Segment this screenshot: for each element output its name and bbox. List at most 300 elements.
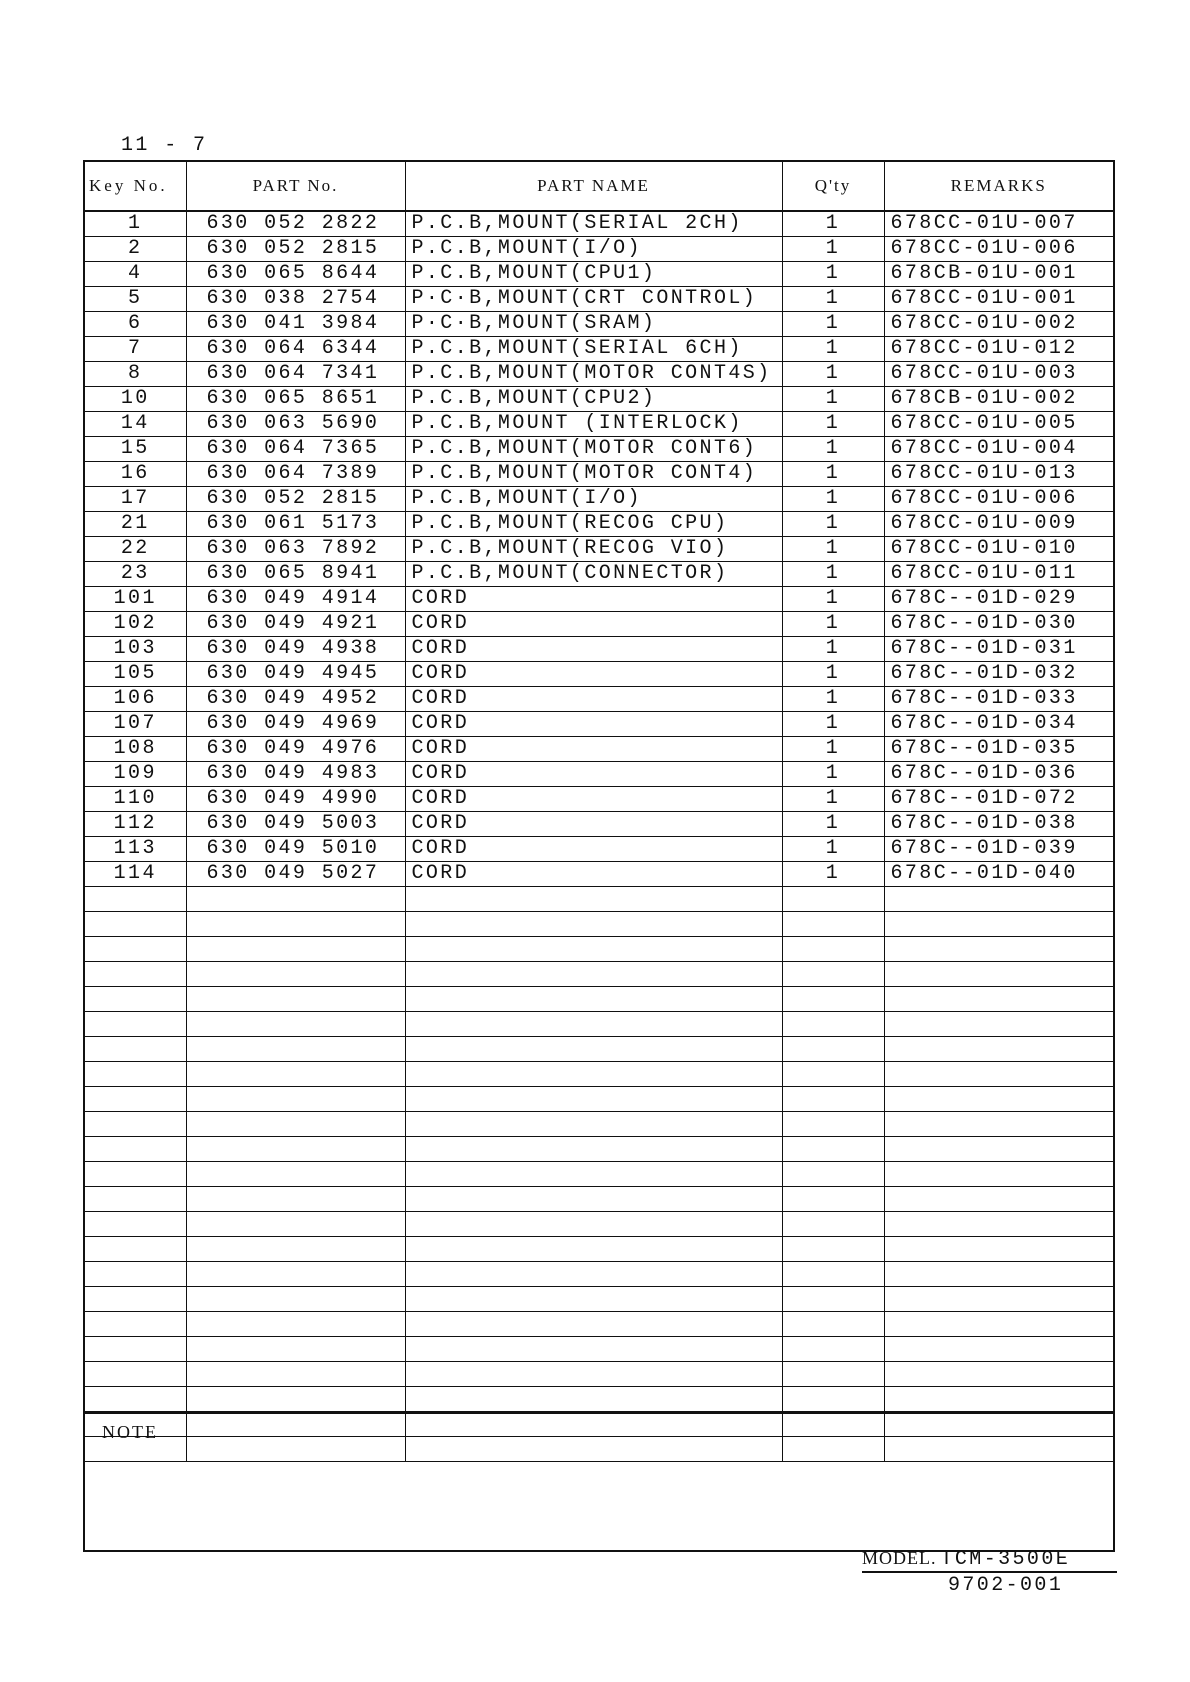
empty-cell xyxy=(85,1337,186,1362)
empty-cell xyxy=(884,1087,1113,1112)
cell-part-no: 630 061 5173 xyxy=(186,512,405,537)
cell-remarks: 678C--01D-039 xyxy=(884,837,1113,862)
empty-cell xyxy=(85,1312,186,1337)
empty-cell xyxy=(884,1137,1113,1162)
cell-remarks: 678CC-01U-013 xyxy=(884,462,1113,487)
empty-cell xyxy=(405,1137,782,1162)
cell-key-no: 8 xyxy=(85,362,186,387)
cell-qty: 1 xyxy=(782,787,884,812)
cell-remarks: 678CC-01U-001 xyxy=(884,287,1113,312)
header-qty: Q'ty xyxy=(782,162,884,211)
empty-cell xyxy=(186,1087,405,1112)
header-key-no: Key No. xyxy=(85,162,186,211)
table-row xyxy=(85,312,1113,337)
note-label: NOTE xyxy=(102,1422,158,1442)
cell-remarks: 678CB-01U-002 xyxy=(884,387,1113,412)
empty-row xyxy=(85,937,1113,962)
cell-part-name: P.C.B,MOUNT(MOTOR CONT6) xyxy=(405,437,782,462)
table-row xyxy=(85,737,1113,762)
empty-cell xyxy=(782,1062,884,1087)
empty-cell xyxy=(186,1062,405,1087)
cell-part-no: 630 038 2754 xyxy=(186,287,405,312)
empty-cell xyxy=(85,887,186,912)
cell-qty: 1 xyxy=(782,462,884,487)
cell-qty: 1 xyxy=(782,237,884,262)
empty-cell xyxy=(884,1037,1113,1062)
empty-row xyxy=(85,987,1113,1012)
empty-row xyxy=(85,1312,1113,1337)
cell-remarks: 678CB-01U-001 xyxy=(884,262,1113,287)
cell-remarks: 678C--01D-029 xyxy=(884,587,1113,612)
table-row xyxy=(85,562,1113,587)
cell-qty: 1 xyxy=(782,211,884,237)
cell-remarks: 678C--01D-034 xyxy=(884,712,1113,737)
cell-remarks: 678CC-01U-010 xyxy=(884,537,1113,562)
table-row xyxy=(85,687,1113,712)
empty-cell xyxy=(405,1062,782,1087)
empty-cell xyxy=(884,1162,1113,1187)
table-row xyxy=(85,237,1113,262)
cell-key-no: 10 xyxy=(85,387,186,412)
cell-part-name: CORD xyxy=(405,762,782,787)
cell-key-no: 7 xyxy=(85,337,186,362)
cell-qty: 1 xyxy=(782,412,884,437)
cell-part-no: 630 064 7389 xyxy=(186,462,405,487)
empty-cell xyxy=(782,912,884,937)
empty-row xyxy=(85,1387,1113,1412)
cell-part-no: 630 049 5027 xyxy=(186,862,405,887)
cell-qty: 1 xyxy=(782,537,884,562)
empty-cell xyxy=(85,1012,186,1037)
cell-part-no: 630 049 4921 xyxy=(186,612,405,637)
empty-cell xyxy=(405,1312,782,1337)
cell-part-no: 630 065 8651 xyxy=(186,387,405,412)
table-row xyxy=(85,712,1113,737)
empty-cell xyxy=(186,1312,405,1337)
parts-table xyxy=(85,162,1113,1462)
empty-cell xyxy=(782,1337,884,1362)
cell-part-no: 630 065 8941 xyxy=(186,562,405,587)
cell-qty: 1 xyxy=(782,387,884,412)
empty-cell xyxy=(85,987,186,1012)
cell-part-no: 630 065 8644 xyxy=(186,262,405,287)
header-part-no: PART No. xyxy=(186,162,405,211)
revision-number: 9702-001 xyxy=(948,1574,1064,1597)
cell-part-no: 630 049 4976 xyxy=(186,737,405,762)
empty-cell xyxy=(782,1187,884,1212)
cell-remarks: 678CC-01U-002 xyxy=(884,312,1113,337)
cell-remarks: 678C--01D-032 xyxy=(884,662,1113,687)
empty-cell xyxy=(186,987,405,1012)
empty-row xyxy=(85,1337,1113,1362)
cell-key-no: 107 xyxy=(85,712,186,737)
cell-part-name: P.C.B,MOUNT(CPU1) xyxy=(405,262,782,287)
empty-cell xyxy=(186,1162,405,1187)
empty-cell xyxy=(782,1287,884,1312)
cell-remarks: 678CC-01U-009 xyxy=(884,512,1113,537)
cell-part-name: CORD xyxy=(405,862,782,887)
empty-cell xyxy=(186,1037,405,1062)
cell-qty: 1 xyxy=(782,512,884,537)
empty-cell xyxy=(884,962,1113,987)
empty-row xyxy=(85,1112,1113,1137)
cell-qty: 1 xyxy=(782,662,884,687)
cell-part-no: 630 064 7365 xyxy=(186,437,405,462)
empty-cell xyxy=(405,1012,782,1037)
empty-row xyxy=(85,887,1113,912)
table-row xyxy=(85,362,1113,387)
cell-qty: 1 xyxy=(782,312,884,337)
empty-cell xyxy=(782,1037,884,1062)
cell-part-no: 630 063 5690 xyxy=(186,412,405,437)
empty-cell xyxy=(884,1112,1113,1137)
cell-key-no: 4 xyxy=(85,262,186,287)
cell-part-name: P.C.B,MOUNT(CPU2) xyxy=(405,387,782,412)
cell-qty: 1 xyxy=(782,837,884,862)
empty-cell xyxy=(85,912,186,937)
table-row xyxy=(85,787,1113,812)
empty-cell xyxy=(186,1262,405,1287)
empty-row xyxy=(85,962,1113,987)
cell-key-no: 106 xyxy=(85,687,186,712)
empty-cell xyxy=(884,1062,1113,1087)
cell-key-no: 6 xyxy=(85,312,186,337)
cell-part-name: P·C·B,MOUNT(SRAM) xyxy=(405,312,782,337)
table-row xyxy=(85,337,1113,362)
empty-cell xyxy=(405,887,782,912)
empty-cell xyxy=(782,1237,884,1262)
empty-cell xyxy=(405,1162,782,1187)
empty-cell xyxy=(85,1237,186,1262)
cell-part-name: P.C.B,MOUNT(MOTOR CONT4) xyxy=(405,462,782,487)
cell-part-no: 630 052 2822 xyxy=(186,211,405,237)
cell-part-name: P.C.B,MOUNT(MOTOR CONT4S) xyxy=(405,362,782,387)
empty-cell xyxy=(405,1262,782,1287)
cell-remarks: 678C--01D-031 xyxy=(884,637,1113,662)
cell-qty: 1 xyxy=(782,337,884,362)
cell-remarks: 678CC-01U-011 xyxy=(884,562,1113,587)
empty-cell xyxy=(186,1387,405,1412)
empty-cell xyxy=(186,1012,405,1037)
cell-part-no: 630 049 4952 xyxy=(186,687,405,712)
empty-row xyxy=(85,1062,1113,1087)
table-row xyxy=(85,462,1113,487)
model-label: MODEL. xyxy=(862,1548,937,1568)
cell-qty: 1 xyxy=(782,712,884,737)
empty-row xyxy=(85,1262,1113,1287)
header-part-name: PART NAME xyxy=(405,162,782,211)
cell-part-name: CORD xyxy=(405,812,782,837)
empty-row xyxy=(85,1237,1113,1262)
page-number: 11 - 7 xyxy=(121,134,208,157)
empty-cell xyxy=(85,1187,186,1212)
cell-remarks: 678C--01D-040 xyxy=(884,862,1113,887)
cell-part-name: P·C·B,MOUNT(CRT CONTROL) xyxy=(405,287,782,312)
empty-cell xyxy=(405,1237,782,1262)
cell-qty: 1 xyxy=(782,637,884,662)
empty-cell xyxy=(85,1037,186,1062)
table-row xyxy=(85,662,1113,687)
empty-cell xyxy=(782,1112,884,1137)
empty-cell xyxy=(405,1362,782,1387)
empty-cell xyxy=(884,1362,1113,1387)
cell-remarks: 678CC-01U-004 xyxy=(884,437,1113,462)
empty-cell xyxy=(782,1387,884,1412)
empty-cell xyxy=(782,1312,884,1337)
table-row xyxy=(85,862,1113,887)
empty-cell xyxy=(186,1212,405,1237)
empty-cell xyxy=(186,1137,405,1162)
empty-cell xyxy=(405,1037,782,1062)
cell-part-name: CORD xyxy=(405,837,782,862)
empty-cell xyxy=(405,1112,782,1137)
empty-row xyxy=(85,1212,1113,1237)
empty-row xyxy=(85,912,1113,937)
cell-remarks: 678C--01D-030 xyxy=(884,612,1113,637)
cell-remarks: 678CC-01U-005 xyxy=(884,412,1113,437)
cell-key-no: 114 xyxy=(85,862,186,887)
empty-cell xyxy=(186,1362,405,1387)
empty-cell xyxy=(85,962,186,987)
table-row xyxy=(85,587,1113,612)
table-row xyxy=(85,512,1113,537)
empty-cell xyxy=(186,1112,405,1137)
cell-part-name: CORD xyxy=(405,662,782,687)
empty-cell xyxy=(85,937,186,962)
cell-key-no: 23 xyxy=(85,562,186,587)
cell-qty: 1 xyxy=(782,562,884,587)
cell-key-no: 1 xyxy=(85,211,186,237)
header-remarks: REMARKS xyxy=(884,162,1113,211)
cell-key-no: 21 xyxy=(85,512,186,537)
cell-remarks: 678CC-01U-006 xyxy=(884,487,1113,512)
empty-cell xyxy=(405,1387,782,1412)
cell-qty: 1 xyxy=(782,687,884,712)
empty-cell xyxy=(85,1212,186,1237)
table-row xyxy=(85,387,1113,412)
empty-cell xyxy=(405,1212,782,1237)
empty-cell xyxy=(782,1212,884,1237)
empty-cell xyxy=(884,1212,1113,1237)
cell-part-no: 630 041 3984 xyxy=(186,312,405,337)
empty-cell xyxy=(782,887,884,912)
model-block xyxy=(862,1548,1117,1573)
empty-cell xyxy=(405,962,782,987)
empty-cell xyxy=(884,1187,1113,1212)
empty-cell xyxy=(186,937,405,962)
cell-part-name: P.C.B,MOUNT(SERIAL 6CH) xyxy=(405,337,782,362)
cell-part-name: CORD xyxy=(405,787,782,812)
empty-cell xyxy=(186,1187,405,1212)
cell-qty: 1 xyxy=(782,287,884,312)
cell-part-name: CORD xyxy=(405,587,782,612)
cell-qty: 1 xyxy=(782,812,884,837)
note-section xyxy=(85,1412,1113,1552)
empty-cell xyxy=(884,1012,1113,1037)
empty-cell xyxy=(782,937,884,962)
cell-part-name: P.C.B,MOUNT(SERIAL 2CH) xyxy=(405,211,782,237)
table-row xyxy=(85,537,1113,562)
cell-key-no: 101 xyxy=(85,587,186,612)
cell-part-no: 630 049 4990 xyxy=(186,787,405,812)
table-row xyxy=(85,437,1113,462)
cell-part-no: 630 064 6344 xyxy=(186,337,405,362)
cell-key-no: 14 xyxy=(85,412,186,437)
empty-cell xyxy=(884,1312,1113,1337)
empty-row xyxy=(85,1037,1113,1062)
cell-key-no: 112 xyxy=(85,812,186,837)
empty-cell xyxy=(186,1287,405,1312)
cell-qty: 1 xyxy=(782,587,884,612)
cell-key-no: 15 xyxy=(85,437,186,462)
table-row xyxy=(85,612,1113,637)
empty-cell xyxy=(405,1087,782,1112)
empty-cell xyxy=(85,1087,186,1112)
cell-qty: 1 xyxy=(782,762,884,787)
empty-cell xyxy=(782,1362,884,1387)
table-row xyxy=(85,412,1113,437)
empty-cell xyxy=(186,912,405,937)
cell-part-name: CORD xyxy=(405,712,782,737)
cell-key-no: 105 xyxy=(85,662,186,687)
empty-cell xyxy=(884,912,1113,937)
empty-cell xyxy=(85,1362,186,1387)
empty-cell xyxy=(884,1287,1113,1312)
table-row xyxy=(85,837,1113,862)
table-header xyxy=(85,162,1113,211)
empty-cell xyxy=(884,937,1113,962)
empty-cell xyxy=(405,912,782,937)
cell-remarks: 678CC-01U-007 xyxy=(884,211,1113,237)
empty-cell xyxy=(85,1062,186,1087)
empty-cell xyxy=(782,1012,884,1037)
cell-qty: 1 xyxy=(782,362,884,387)
parts-list-sheet xyxy=(83,160,1115,1552)
cell-key-no: 108 xyxy=(85,737,186,762)
empty-cell xyxy=(884,987,1113,1012)
cell-part-name: P.C.B,MOUNT(RECOG VIO) xyxy=(405,537,782,562)
cell-qty: 1 xyxy=(782,262,884,287)
empty-cell xyxy=(85,1287,186,1312)
cell-part-name: P.C.B,MOUNT(I/O) xyxy=(405,487,782,512)
empty-cell xyxy=(85,1137,186,1162)
empty-cell xyxy=(884,1337,1113,1362)
empty-cell xyxy=(405,1187,782,1212)
empty-cell xyxy=(186,1337,405,1362)
cell-key-no: 22 xyxy=(85,537,186,562)
empty-cell xyxy=(405,1337,782,1362)
cell-part-name: CORD xyxy=(405,637,782,662)
empty-cell xyxy=(884,1262,1113,1287)
table-row xyxy=(85,637,1113,662)
cell-part-name: P.C.B,MOUNT(I/O) xyxy=(405,237,782,262)
cell-part-name: P.C.B,MOUNT (INTERLOCK) xyxy=(405,412,782,437)
cell-part-no: 630 049 5010 xyxy=(186,837,405,862)
cell-remarks: 678C--01D-033 xyxy=(884,687,1113,712)
empty-cell xyxy=(782,1162,884,1187)
cell-part-no: 630 049 4983 xyxy=(186,762,405,787)
empty-cell xyxy=(884,1387,1113,1412)
empty-cell xyxy=(782,1137,884,1162)
cell-part-name: P.C.B,MOUNT(RECOG CPU) xyxy=(405,512,782,537)
empty-cell xyxy=(85,1162,186,1187)
empty-row xyxy=(85,1287,1113,1312)
empty-cell xyxy=(186,1237,405,1262)
empty-row xyxy=(85,1162,1113,1187)
cell-part-no: 630 063 7892 xyxy=(186,537,405,562)
cell-remarks: 678CC-01U-003 xyxy=(884,362,1113,387)
empty-row xyxy=(85,1087,1113,1112)
table-row xyxy=(85,812,1113,837)
cell-qty: 1 xyxy=(782,487,884,512)
cell-part-name: P.C.B,MOUNT(CONNECTOR) xyxy=(405,562,782,587)
table-row xyxy=(85,287,1113,312)
cell-key-no: 110 xyxy=(85,787,186,812)
cell-qty: 1 xyxy=(782,862,884,887)
cell-part-no: 630 049 4914 xyxy=(186,587,405,612)
model-value: TCM-3500E xyxy=(940,1548,1071,1571)
empty-cell xyxy=(884,1237,1113,1262)
empty-cell xyxy=(85,1112,186,1137)
cell-part-name: CORD xyxy=(405,687,782,712)
cell-key-no: 2 xyxy=(85,237,186,262)
table-row xyxy=(85,762,1113,787)
empty-cell xyxy=(85,1262,186,1287)
empty-cell xyxy=(405,1287,782,1312)
empty-cell xyxy=(782,962,884,987)
cell-key-no: 109 xyxy=(85,762,186,787)
cell-key-no: 16 xyxy=(85,462,186,487)
cell-remarks: 678CC-01U-012 xyxy=(884,337,1113,362)
cell-part-no: 630 049 5003 xyxy=(186,812,405,837)
cell-remarks: 678C--01D-036 xyxy=(884,762,1113,787)
cell-qty: 1 xyxy=(782,437,884,462)
empty-cell xyxy=(405,987,782,1012)
empty-cell xyxy=(884,887,1113,912)
empty-cell xyxy=(186,887,405,912)
cell-part-no: 630 049 4938 xyxy=(186,637,405,662)
cell-part-no: 630 052 2815 xyxy=(186,237,405,262)
table-row xyxy=(85,211,1113,237)
cell-qty: 1 xyxy=(782,737,884,762)
cell-key-no: 5 xyxy=(85,287,186,312)
cell-part-name: CORD xyxy=(405,737,782,762)
cell-part-no: 630 064 7341 xyxy=(186,362,405,387)
cell-part-no: 630 052 2815 xyxy=(186,487,405,512)
empty-cell xyxy=(782,1262,884,1287)
empty-cell xyxy=(186,962,405,987)
empty-cell xyxy=(782,987,884,1012)
cell-key-no: 17 xyxy=(85,487,186,512)
cell-remarks: 678C--01D-038 xyxy=(884,812,1113,837)
cell-key-no: 102 xyxy=(85,612,186,637)
empty-cell xyxy=(405,937,782,962)
table-row xyxy=(85,487,1113,512)
empty-row xyxy=(85,1187,1113,1212)
empty-row xyxy=(85,1362,1113,1387)
empty-row xyxy=(85,1012,1113,1037)
table-row xyxy=(85,262,1113,287)
empty-cell xyxy=(85,1387,186,1412)
cell-remarks: 678C--01D-072 xyxy=(884,787,1113,812)
empty-cell xyxy=(782,1087,884,1112)
cell-part-no: 630 049 4945 xyxy=(186,662,405,687)
cell-part-no: 630 049 4969 xyxy=(186,712,405,737)
cell-qty: 1 xyxy=(782,612,884,637)
empty-row xyxy=(85,1137,1113,1162)
cell-part-name: CORD xyxy=(405,612,782,637)
cell-remarks: 678C--01D-035 xyxy=(884,737,1113,762)
